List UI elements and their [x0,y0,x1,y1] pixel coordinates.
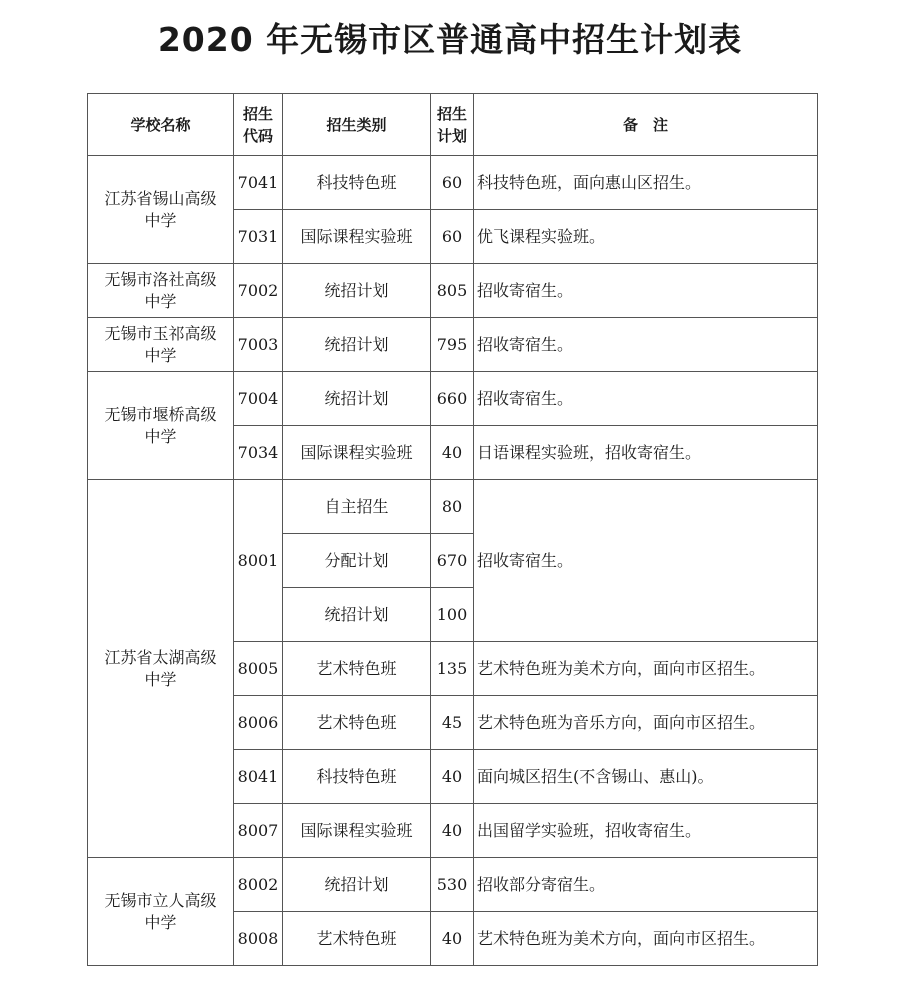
note-cell: 面向城区招生(不含锡山、惠山)。 [474,750,818,804]
type-cell: 统招计划 [283,588,431,642]
code-cell: 8001 [234,480,283,642]
header-note: 备 注 [474,94,818,156]
count-cell: 60 [431,156,474,210]
table-row [88,858,818,912]
type-cell: 科技特色班 [283,156,431,210]
type-cell: 统招计划 [283,372,431,426]
note-cell: 招收寄宿生。 [474,318,818,372]
type-cell: 艺术特色班 [283,696,431,750]
table-row [88,372,818,426]
table-row [88,318,818,372]
count-cell: 60 [431,210,474,264]
count-cell: 135 [431,642,474,696]
school-name-cell: 无锡市堰桥高级中学 [88,372,234,480]
note-cell: 招收寄宿生。 [474,372,818,426]
header-type: 招生类别 [283,94,431,156]
code-cell: 7041 [234,156,283,210]
count-cell: 795 [431,318,474,372]
type-cell: 科技特色班 [283,750,431,804]
code-cell: 8007 [234,804,283,858]
table-row [88,264,818,318]
school-name-cell: 无锡市立人高级中学 [88,858,234,966]
code-cell: 7034 [234,426,283,480]
count-cell: 805 [431,264,474,318]
code-cell: 8002 [234,858,283,912]
type-cell: 统招计划 [283,858,431,912]
school-name-cell: 无锡市洛社高级中学 [88,264,234,318]
note-cell: 出国留学实验班，招收寄宿生。 [474,804,818,858]
type-cell: 国际课程实验班 [283,804,431,858]
code-cell: 7002 [234,264,283,318]
note-cell: 招收寄宿生。 [474,480,818,642]
note-cell: 艺术特色班为美术方向，面向市区招生。 [474,912,818,966]
note-cell: 招收寄宿生。 [474,264,818,318]
count-cell: 100 [431,588,474,642]
code-cell: 7003 [234,318,283,372]
note-cell: 艺术特色班为音乐方向，面向市区招生。 [474,696,818,750]
school-name-cell: 无锡市玉祁高级中学 [88,318,234,372]
type-cell: 自主招生 [283,480,431,534]
type-cell: 国际课程实验班 [283,210,431,264]
note-cell: 艺术特色班为美术方向，面向市区招生。 [474,642,818,696]
type-cell: 统招计划 [283,264,431,318]
count-cell: 40 [431,750,474,804]
count-cell: 40 [431,804,474,858]
count-cell: 530 [431,858,474,912]
type-cell: 统招计划 [283,318,431,372]
enrollment-plan-table [87,93,818,966]
count-cell: 660 [431,372,474,426]
code-cell: 7031 [234,210,283,264]
type-cell: 艺术特色班 [283,642,431,696]
count-cell: 80 [431,480,474,534]
note-cell: 日语课程实验班，招收寄宿生。 [474,426,818,480]
header-code: 招生 代码 [234,94,283,156]
page-title: 2020 年无锡市区普通高中招生计划表 [157,20,743,59]
count-cell: 40 [431,426,474,480]
type-cell: 分配计划 [283,534,431,588]
type-cell: 艺术特色班 [283,912,431,966]
code-cell: 7004 [234,372,283,426]
note-cell: 优飞课程实验班。 [474,210,818,264]
table-row [88,480,818,534]
code-cell: 8005 [234,642,283,696]
table-row [88,156,818,210]
code-cell: 8041 [234,750,283,804]
note-cell: 招收部分寄宿生。 [474,858,818,912]
count-cell: 40 [431,912,474,966]
header-school: 学校名称 [88,94,234,156]
table-header-row [88,94,818,156]
school-name-cell: 江苏省锡山高级中学 [88,156,234,264]
code-cell: 8006 [234,696,283,750]
note-cell: 科技特色班，面向惠山区招生。 [474,156,818,210]
code-cell: 8008 [234,912,283,966]
count-cell: 670 [431,534,474,588]
header-count: 招生 计划 [431,94,474,156]
count-cell: 45 [431,696,474,750]
school-name-cell: 江苏省太湖高级中学 [88,480,234,858]
type-cell: 国际课程实验班 [283,426,431,480]
